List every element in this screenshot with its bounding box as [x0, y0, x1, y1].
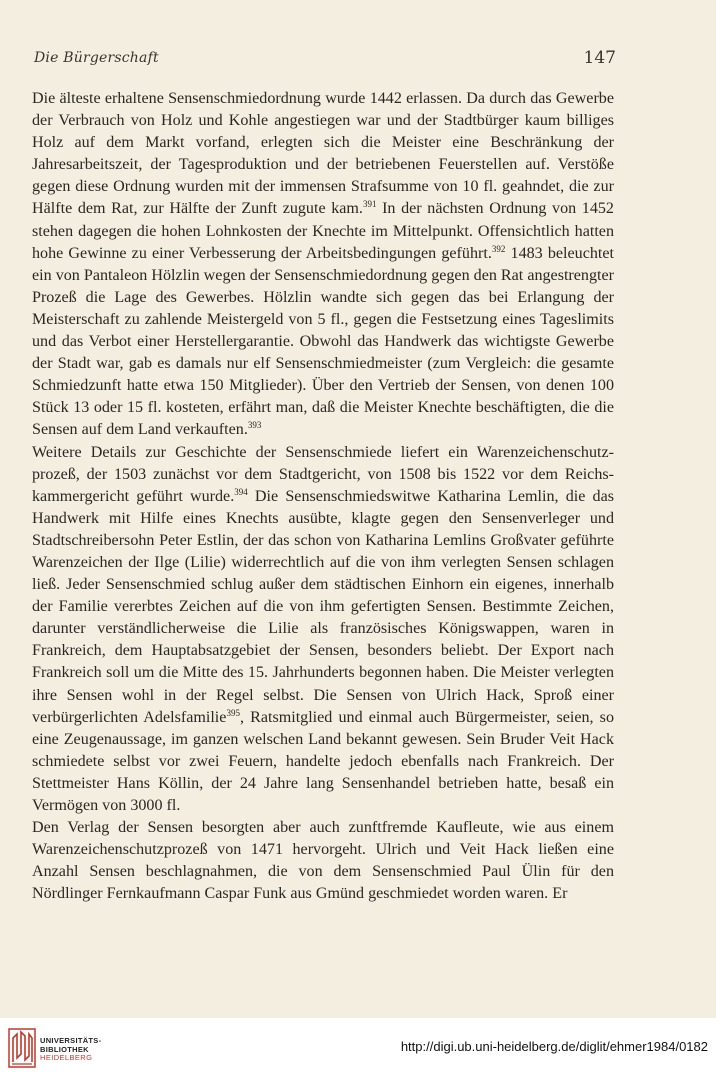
library-name-line1: UNIVERSITÄTS-: [40, 1036, 102, 1045]
footnote-ref: 395: [226, 707, 240, 718]
footnote-ref: 394: [234, 486, 248, 497]
paragraph-text: Weitere Details zur Geschichte der Sensenschmiede liefert ein Warenzeichenschutzprozeß, der 1503 zunächst vor dem Stadtgericht, von 1508 bis 1522 vor dem Reichskammergericht geführt wurde.: [32, 443, 614, 505]
permalink-url[interactable]: http://digi.ub.uni-heidelberg.de/diglit/ehmer1984/0182: [400, 1039, 708, 1054]
footnote-ref: 391: [362, 199, 377, 210]
footer-bar: [0, 1018, 716, 1074]
paragraph-text: Den Verlag der Sensen besorgten aber auch zunftfremde Kaufleute, wie aus einem Warenzeichenschutzprozeß von 1471 hervorgeht. Ulrich und Veit Hack ließen eine Anzahl Sensen beschlagnahmen, die von dem Sensenschmied Paul Ülin für den Nördlinger Fernkaufmann Caspar Funk aus Gmünd geschmiedet worden waren. Er: [32, 819, 614, 903]
paragraph-text: In der nächsten Ordnung von 1452 stehen dagegen die hohen Lohnkosten der Knechte im Mittelpunkt. Offensichtlich hatten hohe Gewinne zu einer Verbesserung der Arbeitsbedingungen geführt.: [32, 200, 614, 262]
body-text: [32, 88, 614, 905]
paragraph: [32, 88, 614, 442]
paragraph-text: 1483 beleuchtet ein von Pantaleon Hölzlin wegen der Sensenschmiedordnung gegen den Rat angestrengter Prozeß die Lage des Gewerbes. Hölzlin wandte sich gegen das bei Erlangung der Meisterschaft zu zahlende Meistergeld von 5 fl., gegen die Festsetzung eines Tageslimits und das Verbot einer Herstellergarantie. Obwohl das Handwerk das wichtigste Gewerbe der Stadt war, gab es damals nur elf Sensenschmiedmeister (zum Vergleich: die gesamte Schmiedzunft hatte etwa 150 Mitglieder). Über den Vertrieb der Sensen, von denen 100 Stück 13 oder 15 fl. kosteten, erfährt man, daß die Meister Knechte beschäftigten, die die Sensen auf dem Land verkauften.: [32, 244, 614, 439]
paragraph-text: Die älteste erhaltene Sensenschmiedordnung wurde 1442 erlassen. Da durch das Gewerbe der Verbrauch von Holz und Kohle angestiegen war und der Stadtbürger kaum billiges Holz auf dem Markt vorfand, erlegten sich die Meister eine Beschränkung der Jahresarbeitszeit, der Tagesproduktion und der betriebenen Feuerstellen auf. Verstöße gegen diese Ordnung wurden mit der immensen Strafsumme von 10 fl. geahndet, die zur Hälfte dem Rat, zur Hälfte der Zunft zugute kam.: [32, 90, 614, 218]
library-name-line2: BIBLIOTHEK: [40, 1044, 89, 1054]
library-name: [40, 1037, 101, 1063]
running-title: Die Bürgerschaft: [34, 50, 159, 66]
paragraph-text: Die Sensenschmiedswitwe Katharina Lemlin, die das Handwerk mit Hilfe eines Knechts ausübte, klagte gegen den Sensenverleger und Stadtschreibersohn Peter Estlin, der das schon von Katharina Lemlins Großvater geführte Warenzeichen der Ilge (Lilie) widerrechtlich auf die von ihm verlegten Sensen schlagen ließ. Jeder Sensenschmied schlug außer dem städtischen Einhorn ein eigenes, innerhalb der Familie vererbtes Zeichen auf die von ihm gefertigten Sensen. Bestimmte Zeichen, darunter verständlicherweise die Lilie als französisches Königswappen, waren in Frankreich, dem Hauptabsatzgebiet der Sensen, besonders beliebt. Der Export nach Frankreich soll um die Mitte des 15. Jahrhunderts begonnen haben. Die Meister verlegten ihre Sensen wohl in der Regel selbst. Die Sensen von Ulrich Hack, Sproß einer verbürgerlichten Adelsfamilie: [32, 487, 615, 726]
page-number: 147: [583, 48, 616, 68]
university-library-logo-icon: [8, 1028, 36, 1068]
library-name-line3: HEIDELBERG: [40, 1053, 93, 1063]
footnote-ref: 393: [247, 420, 262, 431]
page-header: [34, 50, 616, 74]
footnote-ref: 392: [491, 243, 506, 254]
paragraph: [32, 817, 614, 905]
paragraph: [32, 442, 614, 818]
paragraph-text: , Ratsmitglied und einmal auch Bürgermeister, seien, so eine Zeugenaussage, im ganzen welschen Land bekannt gewesen. Sein Bruder Veit Hack schmiedete selbst vor zwei Feuern, handelte jedoch ebenfalls nach Frankreich. Der Stettmeister Hans Köllin, der 24 Jahre lang Sensenhandel betrieben hatte, besaß ein Vermögen von 3000 fl.: [32, 708, 614, 814]
